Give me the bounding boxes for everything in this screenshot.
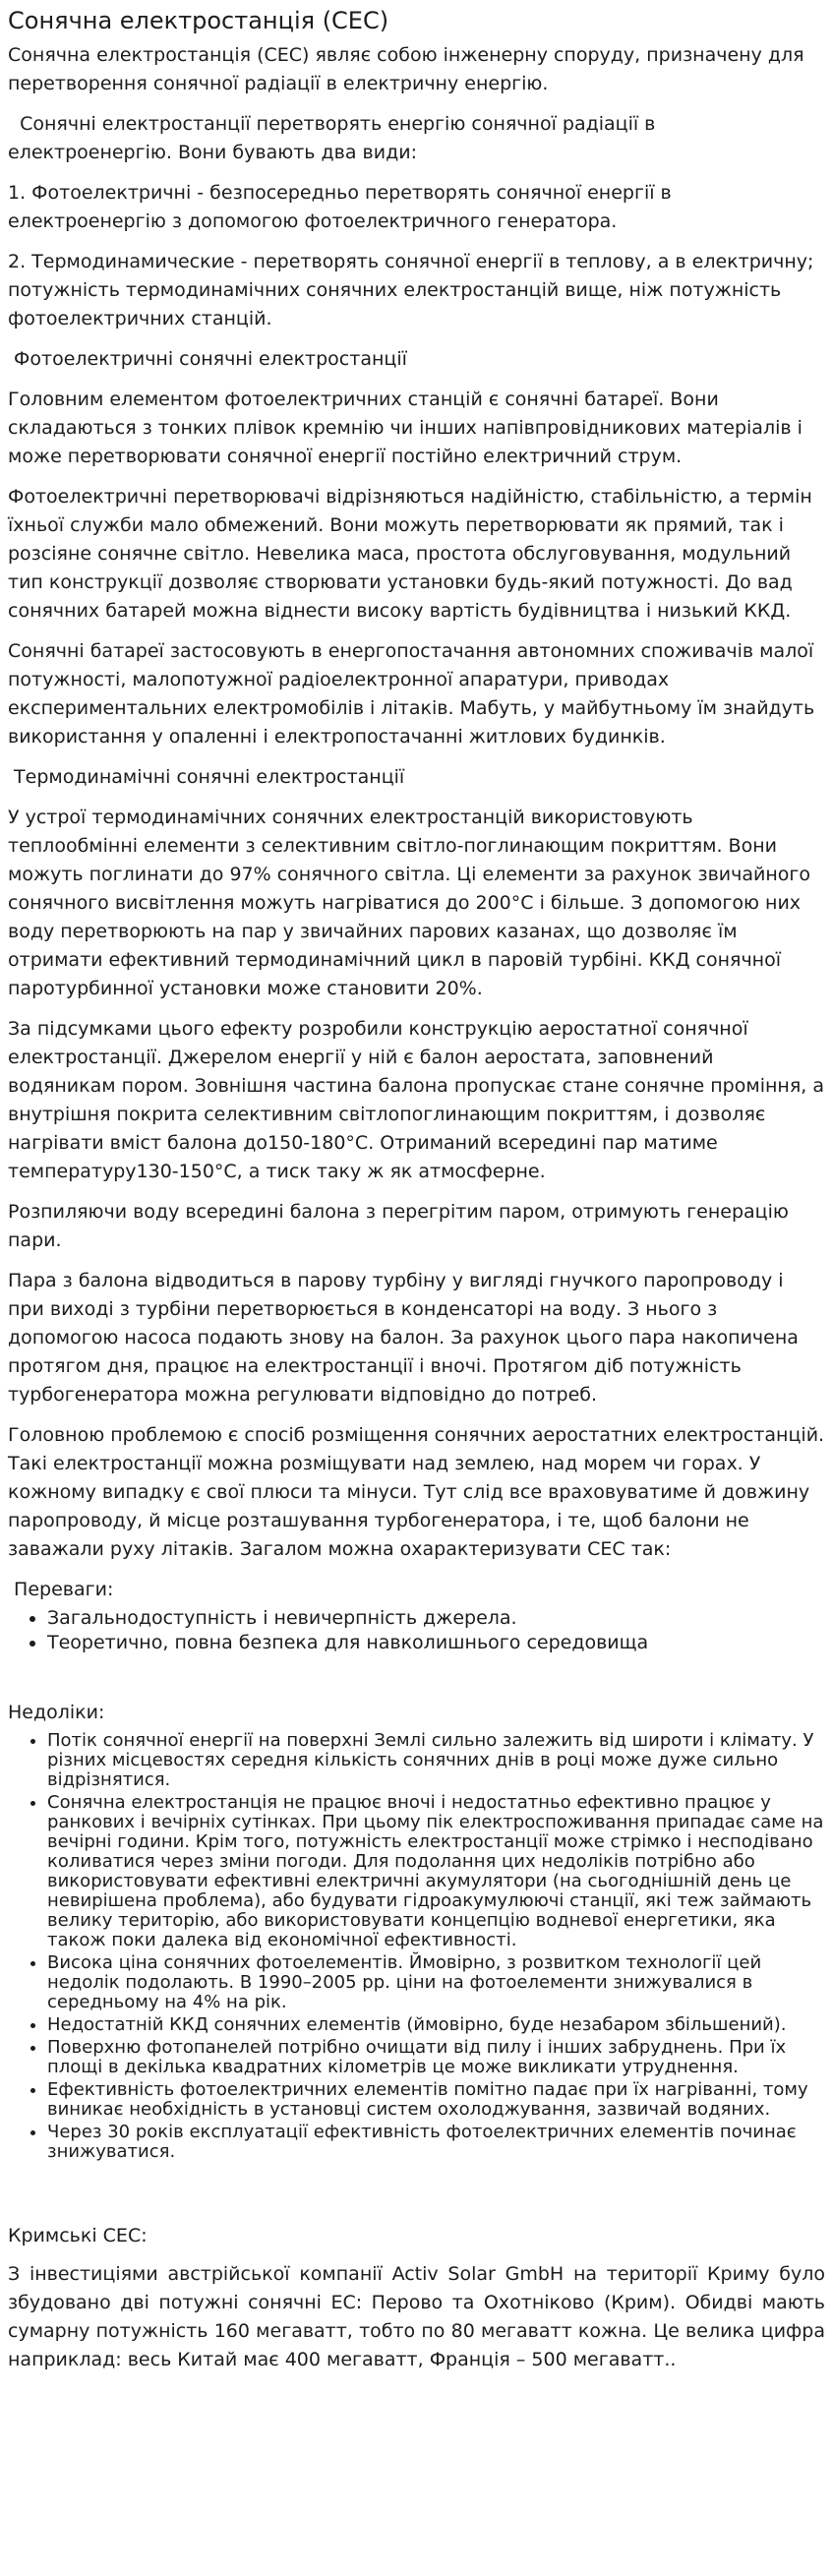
page-title: Сонячна електростанція (СЕС) [8,7,389,34]
list-item: • Недостатній ККД сонячних елементів (ймовірно, буде незабаром збільшений). [47,2015,825,2035]
thermo-paragraph: Головною проблемою є спосіб розміщення сонячних аеростатних електростанцій. Такі електростанції можна розміщувати над землею, над морем чи горах. У кожному випадку є свої плюси та мінуси. Тут слід все враховуватиме й довжину паропроводу, й місце розташування турбогенератора, і те, щоб балони не заважали руху літаків. Загалом можна охарактеризувати СЕС так: [8,1424,825,1560]
disadvantages-heading: Недоліки: [8,1702,105,1723]
intro-list-item: 2. Термодинамические - перетворять сонячної енергії в теплову, а в електричну; потужність термодинамічних сонячних електростанцій вище, ніж потужність фотоелектричних станцій. [8,251,814,329]
photo-paragraph: Головним елементом фотоелектричних станцій є сонячні батареї. Вони складаються з тонких плівок кремнію чи інших напівпровідникових матеріалів і може перетворювати сонячної енергії постійно електричний струм. [8,389,803,467]
disadvantages-list [8,1731,825,2162]
list-item: • Ефективність фотоелектричних елементів помітно падає при їх нагріванні, тому виникає необхідність в установці систем охолоджування, зазвичай водяних. [47,2080,825,2120]
list-item: • Висока ціна сонячних фотоелементів. Ймовірно, з розвитком технології цей недолік подолають. В 1990–2005 рр. ціни на фотоелементи знижувалися в середньому на 4% на рік. [47,1953,825,2012]
crimea-heading: Кримські СЕС: [8,2225,148,2247]
thermo-paragraph: За підсумками цього ефекту розробили конструкцію аеростатної сонячної електростанції. Джерелом енергії у ній є балон аеростата, заповнений водяникам пором. Зовнішня частина балона пропускає стане сонячне проміння, а внутрішня покрита селективним світлопоглинающим покриттям, і дозволяє нагрівати вміст балона до150-180°С. Отриманий всередині пар матиме температуру130-150°С, а тиск таку ж як атмосферне. [8,1018,824,1182]
intro-list-item: 1. Фотоелектричні - безпосередньо перетворять сонячної енергії в електроенергію з допомогою фотоелектричного генератора. [8,182,672,232]
thermo-paragraph: Розпиляючи воду всередині балона з перегрітим паром, отримують генерацію пари. [8,1201,789,1251]
crimea-paragraph: З інвестиціями австрійської компанії Activ Solar GmbH на території Криму було збудовано дві потужні сонячні ЕС: Перово та Охотніково (Крим). Обидві мають сумарну потужність 160 мегаватт, тобто по 80 мегаватт кожна. Це велика цифра наприклад: весь Китай має 400 мегаватт, Франція – 500 мегаватт.. [8,2263,825,2370]
list-item: • Загальнодоступність і невичерпність джерела. [47,1606,825,1631]
photo-paragraph: Фотоелектричні перетворювачі відрізняються надійністю, стабільністю, а термін їхньої служби мало обмежений. Вони можуть перетворювати як прямий, так і розсіяне сонячне світло. Невелика маса, простота обслуговування, модульний тип конструкції дозволяє створювати установки будь-який потужності. До вад сонячних батарей можна віднести високу вартість будівництва і низький ККД. [8,486,812,622]
photo-paragraph: Сонячні батареї застосовують в енергопостачання автономних споживачів малої потужності, малопотужної радіоелектронної апаратури, приводах експериментальних електромобілів і літаків. Мабуть, у майбутньому їм знайдуть використання у опаленні і електропостачанні житлових будинків. [8,640,815,748]
list-item: • Поверхню фотопанелей потрібно очищати від пилу і інших забруднень. При їх площі в декілька квадратних кілометрів це може викликати утруднення. [47,2038,825,2077]
advantages-heading: Переваги: [8,1579,114,1600]
section-heading-thermo: Термодинамічні сонячні електростанції [8,766,405,788]
list-item: • Через 30 років експлуатації ефективність фотоелектричних елементів починає знижуватися. [47,2123,825,2162]
article [0,6,833,2374]
thermo-paragraph: Пара з балона відводиться в парову турбіну у вигляді гнучкого паропроводу і при виході з турбіни перетворюється в конденсаторі на воду. З нього з допомогою насоса подають знову на балон. За рахунок цього пара накопичена протягом дня, працює на електростанції і вночі. Протягом діб потужність турбогенератора можна регулювати відповідно до потреб. [8,1270,799,1406]
section-heading-photo: Фотоелектричні сонячні електростанції [8,348,407,370]
list-item: • Сонячна електростанція не працює вночі і недостатньо ефективно працює у ранкових і вечірніх сутінках. При цьому пік електроспоживання припадає саме на вечірні години. Крім того, потужність електростанції може стрімко і несподівано коливатися через зміни погоди. Для подолання цих недоліків потрібно або використовувати ефективні електричні акумулятори (на сьогоднішній день це невирішена проблема), або будувати гідроакумулюючі станції, які теж займають велику територію, або використовувати концепцію водневої енергетики, яка також поки далека від економічної ефективності. [47,1793,825,1950]
advantages-list [8,1606,825,1655]
thermo-paragraph: У устрої термодинамічних сонячних електростанцій використовують теплообмінні елементи з селективним світло-поглинающим покриттям. Вони можуть поглинати до 97% сонячного світла. Ці елементи за рахунок звичайного сонячного висвітлення можуть нагріватися до 200°С і більше. З допомогою них воду перетворюють на пар у звичайних парових казанах, що дозволяє їм отримати ефективний термодинамічний цикл в паровій турбіні. ККД сонячної паротурбинної установки може становити 20%. [8,807,810,999]
intro-paragraph: Сонячна електростанція (СЕС) являє собою інженерну споруду, призначену для перетворення сонячної радіації в електричну енергію. [8,44,804,94]
list-item: • Потік сонячної енергії на поверхні Землі сильно залежить від широти і клімату. У різних місцевостях середня кількість сонячних днів в році може дуже сильно відрізнятися. [47,1731,825,1790]
list-item: • Теоретично, повна безпека для навколишнього середовища [47,1631,825,1655]
intro-paragraph: Сонячні електростанції перетворять енергію сонячної радіації в електроенергію. Вони бувають два види: [8,113,662,163]
